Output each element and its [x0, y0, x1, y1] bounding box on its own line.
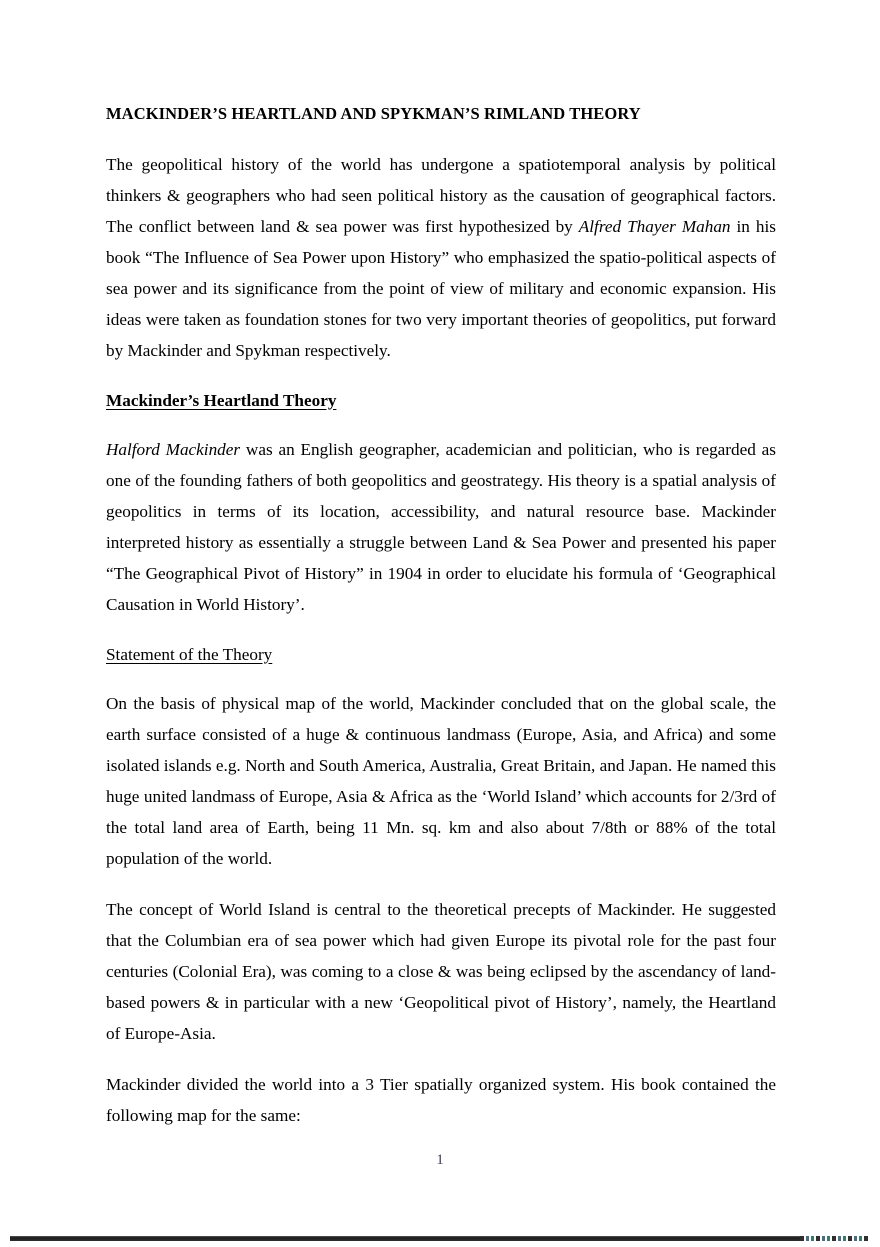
intro-text-part-2: in his book “The Influence of Sea Power upon History” who emphasized the spatio-political aspects of sea power and its significance from the point of view of military and economic expansion. His ideas were taken as foundation stones for two very important theories of geopolitics, put forward by Mackinder and Spykman respectively. — [106, 216, 776, 360]
spacer-before-heartland-heading — [106, 366, 776, 388]
halford-paragraph-text: was an English geographer, academician and politician, who is regarded as one of the founding fathers of both geopolitics and geostrategy. His theory is a spatial analysis of geopolitics in terms of its location, accessibility, and natural resource base. Mackinder interpreted history as essentially a struggle between Land & Sea Power and presented his paper “The Geographical Pivot of History” in 1904 in order to elucidate his formula of ‘Geographical Causation in World History’. — [106, 439, 776, 614]
intro-text-part-1: The geopolitical history of the world has undergone a spatiotemporal analysis by political thinkers & geographers who had seen political history as the causation of geographical factors. The conflict between land & sea power was first hypothesized by — [106, 154, 776, 236]
paragraph-halford-mackinder — [106, 434, 776, 620]
spacer-before-world-island — [106, 874, 776, 894]
heading-statement-of-theory: Statement of the Theory — [106, 644, 273, 664]
spacer-after-title — [106, 125, 776, 149]
author-name-mahan: Alfred Thayer Mahan — [578, 216, 731, 236]
document-content — [106, 0, 776, 1131]
paragraph-three-tier-system: Mackinder divided the world into a 3 Tier spatially organized system. His book contained the following map for the same: — [106, 1074, 776, 1125]
spacer-after-heartland-heading — [106, 414, 776, 434]
spacer-after-statement-heading — [106, 668, 776, 688]
page-title: MACKINDER’S HEARTLAND AND SPYKMAN’S RIMLAND THEORY — [106, 104, 641, 123]
paragraph-world-island: The concept of World Island is central to the theoretical precepts of Mackinder. He suggested that the Columbian era of sea power which had given Europe its pivotal role for the past four centuries (Colonial Era), was coming to a close & was being eclipsed by the ascendancy of land-based powers & in particular with a new ‘Geopolitical pivot of History’, namely, the Heartland of Europe-Asia. — [106, 899, 776, 1043]
paragraph-introduction — [106, 149, 776, 366]
spacer-before-three-tier — [106, 1049, 776, 1069]
person-name-halford-mackinder: Halford Mackinder — [106, 439, 241, 459]
heading-heartland-theory: Mackinder’s Heartland Theory — [106, 390, 337, 410]
page-number: 1 — [436, 1152, 444, 1168]
paragraph-statement-of-theory: On the basis of physical map of the world, Mackinder concluded that on the global scale, the earth surface consisted of a huge & continuous landmass (Europe, Asia, and Africa) and some isolated islands e.g. North and South America, Australia, Great Britain, and Japan. He named this huge united landmass of Europe, Asia & Africa as the ‘World Island’ which accounts for 2/3rd of the total land area of Earth, being 11 Mn. sq. km and also about 7/8th or 88% of the total population of the world. — [106, 693, 776, 868]
bottom-edge-bar-tail — [800, 1236, 870, 1241]
spacer-before-statement-heading — [106, 620, 776, 642]
bottom-edge-bar — [10, 1236, 868, 1241]
